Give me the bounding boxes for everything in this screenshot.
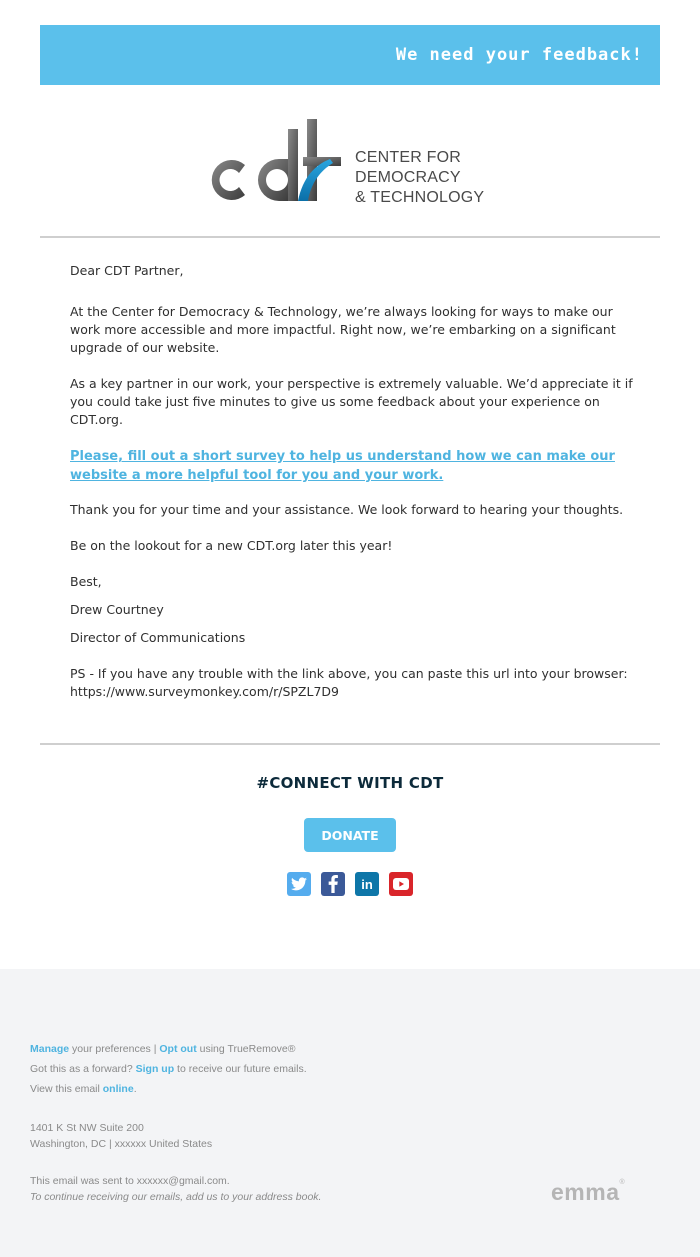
linkedin-icon[interactable] [355,872,379,896]
logo-line-1: CENTER FOR [355,149,461,166]
cdt-logo-mark [205,117,355,209]
forward-text: Got this as a forward? [30,1063,136,1075]
emma-brand: emma [551,1179,620,1205]
signup-link[interactable]: Sign up [135,1063,175,1075]
linkedin-glyph: in [361,876,373,892]
ps-note [70,665,635,701]
sent-to: This email was sent to xxxxxx@gmail.com. [30,1175,230,1187]
paragraph-intro: At the Center for Democracy & Technology, we’re always looking for ways to make our work more accessible and more impactful. Right now, we’re embarking on a significant upgrade of our website. [70,304,616,355]
connect-heading: #CONNECT WITH CDT [256,774,444,792]
online-link[interactable]: online [102,1083,134,1095]
address-line-1: 1401 K St NW Suite 200 [30,1122,144,1134]
sender-role: Director of Communications [70,630,246,645]
emma-mark: ® [619,1179,626,1186]
signoff: Best, [70,574,102,589]
divider-bottom [40,743,660,745]
logo-line-3: & TECHNOLOGY [355,189,485,206]
youtube-icon[interactable] [389,872,413,896]
footer-forward [30,1063,307,1075]
footer-view-online [30,1083,137,1095]
footer-preferences [30,1043,295,1055]
view-end: . [133,1083,137,1095]
emma-logo[interactable] [551,1179,625,1206]
twitter-icon[interactable] [287,872,311,896]
optout-text: using TrueRemove® [196,1043,296,1055]
logo-wordmark [355,148,484,208]
paragraph-lookout: Be on the lookout for a new CDT.org later this year! [70,538,393,553]
divider-top [40,236,660,238]
cdt-logo[interactable] [205,117,495,209]
paragraph-thanks: Thank you for your time and your assistance. We look forward to hearing your thoughts. [70,502,624,517]
ps-text: PS - If you have any trouble with the link above, you can paste this url into your browser: [70,666,628,681]
manage-text: your preferences | [69,1043,160,1055]
greeting: Dear CDT Partner, [70,263,184,278]
banner-title: We need your feedback! [395,45,643,65]
manage-link[interactable]: Manage [30,1043,70,1055]
sender-name: Drew Courtney [70,602,164,617]
feedback-banner [40,25,660,85]
facebook-icon[interactable] [321,872,345,896]
address-book-note: To continue receiving our emails, add us to your address book. [30,1191,322,1203]
ps-url[interactable]: https://www.surveymonkey.com/r/SPZL7D9 [70,684,339,699]
donate-button[interactable]: DONATE [304,818,396,852]
optout-link[interactable]: Opt out [159,1043,197,1055]
footer [0,969,700,1257]
view-text: View this email [30,1083,103,1095]
paragraph-partner: As a key partner in our work, your perspective is extremely valuable. We’d appreciate it if you could take just five minutes to give us some feedback about your experience on CDT.org. [70,376,633,427]
signup-text: to receive our future emails. [174,1063,307,1075]
address-line-2: Washington, DC | xxxxxx United States [30,1138,213,1150]
survey-link[interactable]: Please, fill out a short survey to help us understand how we can make our website a more helpful tool for you and your work. [70,449,615,483]
logo-line-2: DEMOCRACY [355,169,461,186]
